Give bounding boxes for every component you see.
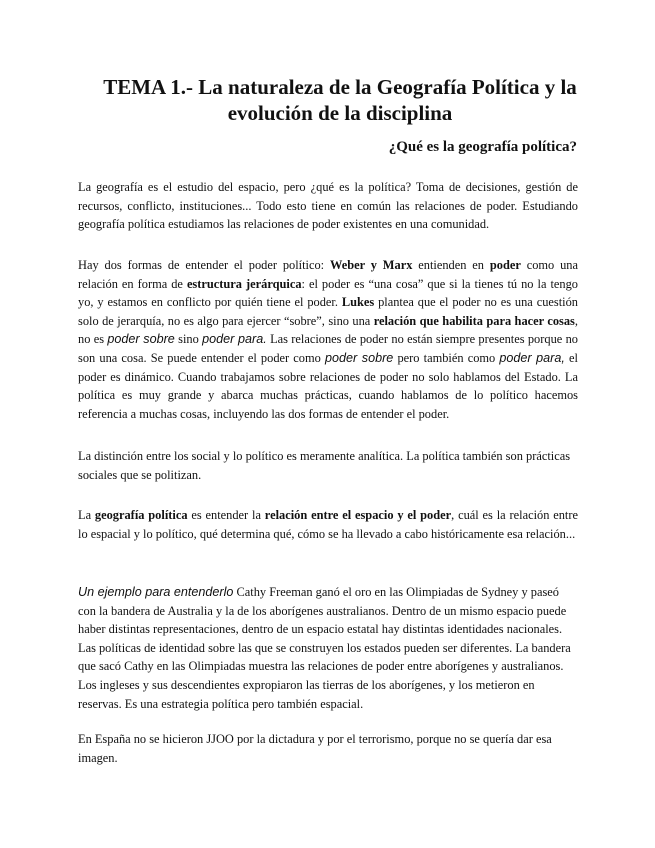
italic-term: poder para,	[499, 350, 565, 365]
italic-term: poder sobre	[107, 332, 175, 347]
bold-term: geografía política	[94, 508, 188, 522]
italic-term: poder sobre	[325, 350, 394, 365]
paragraph-6: En España no se hicieron JJOO por la dictadura y por el terrorismo, porque no se quería dar esa imagen.	[78, 732, 552, 765]
paragraph-1: La geografía es el estudio del espacio, pero ¿qué es la política? Toma de decisiones, gestión de recursos, conflicto, instituciones... Todo esto tiene en común las relaciones de poder. Estudiando geografía política estudiamos las relaciones de poder existentes en una comunidad.	[78, 180, 578, 232]
italic-term: poder para.	[202, 332, 267, 347]
text-span: pero también como	[393, 350, 500, 365]
text-span: como una relación en forma de	[78, 258, 578, 291]
bold-term: relación que habilita para hacer cosas	[373, 313, 575, 328]
bold-term: poder	[489, 258, 521, 272]
paragraph-5	[78, 583, 578, 713]
paragraph-2	[78, 256, 578, 423]
text-span: : el poder es “una cosa” que si la tienes tú no la tengo yo, y estamos en conflicto por quién tiene el poder.	[78, 276, 578, 310]
italic-term: Un ejemplo para entenderlo	[78, 585, 234, 599]
text-span: , no es	[78, 313, 578, 347]
bold-term: relación entre el espacio y el poder	[264, 508, 452, 522]
paragraph-4	[78, 506, 578, 543]
bold-term: estructura jerárquica	[186, 276, 302, 291]
text-span: Hay dos formas de entender el poder político:	[78, 258, 330, 272]
text-span: plantea que el poder no es una cuestión solo de jerarquía, no es algo para ejercer “sobre”, sino una	[78, 295, 578, 328]
text-span: Las relaciones de poder no están siempre presentes porque no son una cosa. Se puede entender el poder como	[78, 332, 578, 365]
text-span: el poder es dinámico. Cuando trabajamos sobre relaciones de poder no solo hablamos del Estado. La política es muy grande y abarca muchas prácticas, cuando hablamos de lo político hacemos referencia a muchas cosas, incluyendo las dos formas de entender el poder.	[78, 350, 578, 421]
text-span: entienden en	[412, 258, 490, 272]
text-span: sino	[174, 332, 203, 347]
bold-term: Lukes	[341, 295, 375, 310]
text-span: , cuál es la relación entre lo espacial y lo político, qué determina qué, cómo se ha llevado a cabo históricamente esa relación...	[78, 508, 578, 541]
section-heading: ¿Qué es la geografía política?	[388, 139, 577, 155]
text-span: Cathy Freeman ganó el oro en las Olimpiadas de Sydney y paseó con la bandera de Australia y la de los aborígenes australianos. Dentro de un mismo espacio puede haber distintas representaciones, dentro de un espacio estatal hay distintas identidades nacionales. Las políticas de identidad sobre las que se construyen los estados pueden ser diferentes. La bandera que sacó Cathy en las Olimpiadas muestra las relaciones de poder entre aborígenes y australianos. Los ingleses y sus descendientes expropiaron las tierras de los aborígenes, y los metieron en reservas. Es una estrategia política pero también espacial.	[78, 585, 571, 711]
page-title: TEMA 1.- La naturaleza de la Geografía Política y la evolución de la disciplina	[103, 75, 577, 125]
text-span: es entender la	[187, 508, 265, 522]
bold-term: Weber y Marx	[330, 258, 413, 272]
text-span: La	[78, 508, 95, 522]
paragraph-3: La distinción entre los social y lo político es meramente analítica. La política también son prácticas sociales que se politizan.	[78, 449, 571, 482]
